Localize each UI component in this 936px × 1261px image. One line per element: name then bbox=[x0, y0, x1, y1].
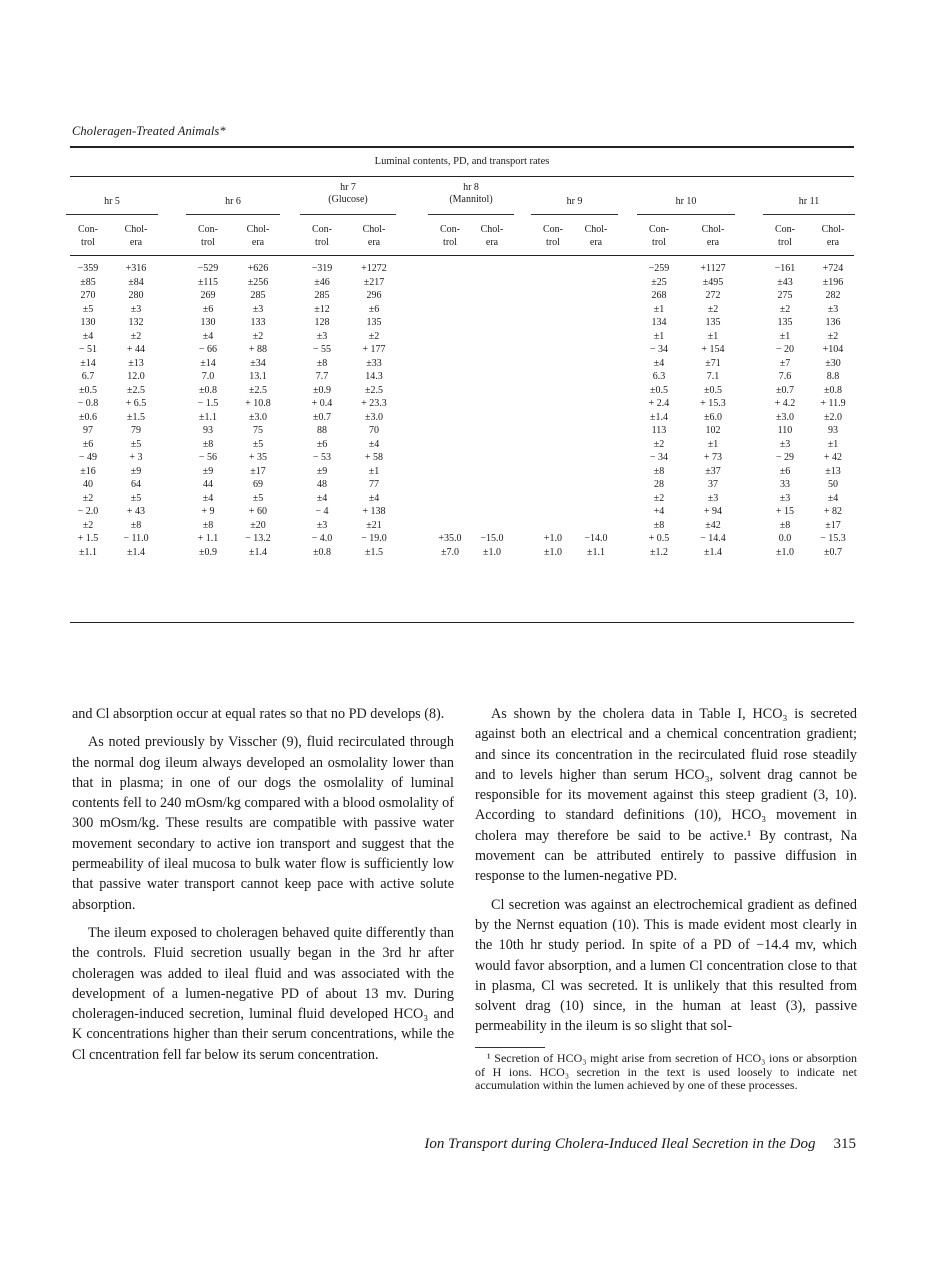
footnote: ¹ Secretion of HCO₃ might arise from secretion of HCO₃ ions or absorption of H ions. HCO₃ secretion in the text is used loosely to indicate net accumulation within the lumen achieved by one of these processes. bbox=[475, 1051, 857, 1093]
table-cell: 48 bbox=[317, 479, 327, 490]
table-cell: ±1.4 bbox=[704, 546, 722, 558]
table-cell: 64 bbox=[131, 479, 141, 490]
table-cell: ±34 bbox=[250, 357, 266, 369]
table-cell: ±3 bbox=[779, 438, 791, 450]
table-cell: ±8 bbox=[653, 519, 665, 531]
table-cell: 6.3 bbox=[652, 371, 666, 382]
table-cell: ±1 bbox=[707, 438, 719, 450]
table-cell: 7.1 bbox=[706, 371, 720, 382]
table-cell: ±2.5 bbox=[127, 384, 145, 396]
table-cell: ±0.8 bbox=[313, 546, 331, 558]
page-number: 315 bbox=[833, 1136, 856, 1152]
column-group-header: hr 9 bbox=[566, 196, 583, 207]
table-cell: ±4 bbox=[316, 492, 328, 504]
table-cell: 296 bbox=[366, 290, 382, 301]
table-cell: 268 bbox=[651, 290, 667, 301]
table-cell: ±2.5 bbox=[365, 384, 383, 396]
table-bottom-rule bbox=[70, 622, 854, 623]
table-cell: − 15.3 bbox=[820, 533, 846, 544]
table-cell: ±0.5 bbox=[79, 384, 97, 396]
table-cell: ±2.5 bbox=[249, 384, 267, 396]
table-cell: ±2 bbox=[368, 330, 380, 342]
paragraph: The ileum exposed to choleragen behaved quite differently than the controls. Fluid secretion usually began in the 3rd hr after choleragen was added to ileal fluid and was associated with the development of a lumen-negative PD of about 13 mv. During choleragen-induced secretion, luminal fluid developed HCO₃ and K concentrations higher than their serum concentrations, while the Cl cncentration fell far below its serum concentration. bbox=[72, 924, 454, 1063]
table-cell: ±3 bbox=[252, 303, 264, 315]
table-cell: + 6.5 bbox=[125, 398, 147, 409]
table-cell: ±1.5 bbox=[127, 411, 145, 423]
table-cell: +724 bbox=[822, 263, 844, 274]
table-cell: ±0.7 bbox=[776, 384, 794, 396]
table-cell: ±5 bbox=[82, 303, 94, 315]
column-group-rule bbox=[66, 214, 158, 215]
table-cell: ±196 bbox=[822, 276, 844, 288]
table-cell: ±495 bbox=[702, 276, 724, 288]
table-cell: + 138 bbox=[362, 506, 386, 517]
table-cell: − 13.2 bbox=[245, 533, 271, 544]
control-subheader: Con- trol bbox=[649, 224, 669, 248]
table-cell: + 15.3 bbox=[700, 398, 726, 409]
table-cell: ±20 bbox=[250, 519, 266, 531]
table-cell: 269 bbox=[200, 290, 216, 301]
table-cell: 130 bbox=[80, 317, 96, 328]
table-cell: ±1 bbox=[653, 303, 665, 315]
table-cell: ±1 bbox=[707, 330, 719, 342]
table-cell: 7.7 bbox=[315, 371, 329, 382]
subheader-rule bbox=[70, 255, 854, 256]
table-cell: 75 bbox=[253, 425, 263, 436]
table-cell: + 15 bbox=[775, 506, 795, 517]
table-cell: + 1.5 bbox=[77, 533, 99, 544]
table-cell: + 35 bbox=[248, 452, 268, 463]
table-cell: ±8 bbox=[653, 465, 665, 477]
table-cell: ±8 bbox=[202, 438, 214, 450]
table-cell: −15.0 bbox=[480, 533, 504, 544]
journal-running-title: Ion Transport during Cholera-Induced Ileal Secretion in the Dog bbox=[424, 1136, 816, 1152]
table-cell: + 0.4 bbox=[311, 398, 333, 409]
table-cell: ±17 bbox=[250, 465, 266, 477]
paragraph: Cl secretion was against an electrochemical gradient as defined by the Nernst equation (10). This is made evident most clearly in the 10th hr study period. In spite of a PD of −14.4 mv, which would favor absorption, and a lumen Cl concentration close to that in plasma, Cl was secreted. It is unlikely that this resulted from solvent drag (10) since, in the human at least (3), passive permeability in the ileum is so slight that sol- bbox=[475, 896, 857, 1035]
table-cell: ±2 bbox=[653, 492, 665, 504]
table-cell: ±217 bbox=[363, 276, 385, 288]
table-cell: ±1.1 bbox=[199, 411, 217, 423]
table-cell: ±5 bbox=[130, 492, 142, 504]
table-cell: −529 bbox=[197, 263, 219, 274]
table-cell: ±1.5 bbox=[365, 546, 383, 558]
table-cell: 102 bbox=[705, 425, 721, 436]
table-cell: ±0.9 bbox=[313, 384, 331, 396]
table-cell: − 53 bbox=[312, 452, 332, 463]
table-cell: + 154 bbox=[701, 344, 725, 355]
table-cell: ±8 bbox=[779, 519, 791, 531]
table-cell: − 4.0 bbox=[311, 533, 333, 544]
column-group-header bbox=[421, 182, 521, 206]
table-cell: ±0.5 bbox=[650, 384, 668, 396]
table-cell: ±6 bbox=[779, 465, 791, 477]
table-cell: ±6 bbox=[368, 303, 380, 315]
table-cell: ±0.6 bbox=[79, 411, 97, 423]
table-cell: ±2 bbox=[130, 330, 142, 342]
table-cell: +626 bbox=[247, 263, 269, 274]
table-cell: 7.6 bbox=[778, 371, 792, 382]
table-cell: 135 bbox=[705, 317, 721, 328]
table-cell: ±2 bbox=[252, 330, 264, 342]
column-group-header: hr 10 bbox=[675, 196, 697, 207]
table-cell: 77 bbox=[369, 479, 379, 490]
table-cell: 285 bbox=[250, 290, 266, 301]
table-cell: ±3.0 bbox=[365, 411, 383, 423]
table-cell: ±2 bbox=[82, 519, 94, 531]
table-cell: − 34 bbox=[649, 452, 669, 463]
table-cell: ±13 bbox=[825, 465, 841, 477]
table-cell: +1127 bbox=[700, 263, 726, 274]
table-cell: −161 bbox=[774, 263, 796, 274]
table-cell: ±25 bbox=[651, 276, 667, 288]
cholera-subheader: Chol- era bbox=[362, 224, 386, 248]
group-sublabel: (Mannitol) bbox=[449, 194, 493, 205]
table-cell: 37 bbox=[708, 479, 718, 490]
table-cell: ±3 bbox=[779, 492, 791, 504]
table-cell: + 44 bbox=[126, 344, 146, 355]
group-sublabel: (Glucose) bbox=[328, 194, 368, 205]
table-cell: 136 bbox=[825, 317, 841, 328]
table-cell: ±3 bbox=[707, 492, 719, 504]
table-cell: ±4 bbox=[82, 330, 94, 342]
table-cell: ±3 bbox=[316, 330, 328, 342]
column-group-header: hr 6 bbox=[225, 196, 241, 207]
table-cell: 275 bbox=[777, 290, 793, 301]
cholera-subheader: Chol- era bbox=[821, 224, 845, 248]
table-cell: 12.0 bbox=[127, 371, 145, 382]
table-cell: 70 bbox=[369, 425, 379, 436]
cholera-subheader: Chol- era bbox=[584, 224, 608, 248]
table-cell: ±30 bbox=[825, 357, 841, 369]
column-group-rule bbox=[531, 214, 618, 215]
table-cell: + 58 bbox=[364, 452, 384, 463]
table-cell: ±2 bbox=[82, 492, 94, 504]
table-cell: ±17 bbox=[825, 519, 841, 531]
table-cell: ±115 bbox=[197, 276, 219, 288]
table-cell: ±3.0 bbox=[249, 411, 267, 423]
table-top-rule bbox=[70, 146, 854, 148]
table-title: Luminal contents, PD, and transport rates bbox=[374, 156, 550, 167]
table-cell: − 55 bbox=[312, 344, 332, 355]
table-cell: −359 bbox=[77, 263, 99, 274]
table-cell: 33 bbox=[780, 479, 790, 490]
table-cell: ±1.2 bbox=[650, 546, 668, 558]
table-cell: ±9 bbox=[202, 465, 214, 477]
table-cell: ±1.0 bbox=[776, 546, 794, 558]
table-cell: ±1 bbox=[653, 330, 665, 342]
table-cell: ±21 bbox=[366, 519, 382, 531]
table-cell: ±4 bbox=[368, 492, 380, 504]
table-cell: 130 bbox=[200, 317, 216, 328]
table-cell: ±4 bbox=[653, 357, 665, 369]
right-text-column bbox=[475, 704, 857, 1045]
column-group-header: hr 11 bbox=[798, 196, 820, 207]
table-cell: − 0.8 bbox=[77, 398, 99, 409]
table-cell: + 73 bbox=[703, 452, 723, 463]
table-cell: − 2.0 bbox=[77, 506, 99, 517]
table-cell: +104 bbox=[822, 344, 844, 355]
table-cell: 69 bbox=[253, 479, 263, 490]
table-cell: ±3 bbox=[827, 303, 839, 315]
table-cell: −319 bbox=[311, 263, 333, 274]
table-cell: ±0.7 bbox=[313, 411, 331, 423]
left-text-column bbox=[72, 704, 454, 1073]
control-subheader: Con- trol bbox=[198, 224, 218, 248]
table-cell: + 43 bbox=[126, 506, 146, 517]
table-cell: − 56 bbox=[198, 452, 218, 463]
table-cell: − 51 bbox=[78, 344, 98, 355]
table-cell: ±0.8 bbox=[199, 384, 217, 396]
table-cell: + 42 bbox=[823, 452, 843, 463]
cholera-subheader: Chol- era bbox=[701, 224, 725, 248]
table-cell: 40 bbox=[83, 479, 93, 490]
table-cell: +316 bbox=[125, 263, 147, 274]
column-group-header: hr 5 bbox=[104, 196, 120, 207]
table-cell: ±1 bbox=[827, 438, 839, 450]
table-cell: ±16 bbox=[80, 465, 96, 477]
column-group-rule bbox=[428, 214, 514, 215]
table-cell: ±1.1 bbox=[79, 546, 97, 558]
table-cell: 79 bbox=[131, 425, 141, 436]
table-cell: 13.1 bbox=[249, 371, 267, 382]
table-cell: ±84 bbox=[128, 276, 144, 288]
table-cell: 0.0 bbox=[778, 533, 792, 544]
table-cell: + 10.8 bbox=[245, 398, 271, 409]
table-caption: Choleragen-Treated Animals* bbox=[72, 124, 226, 138]
table-cell: − 66 bbox=[198, 344, 218, 355]
table-cell: −259 bbox=[648, 263, 670, 274]
table-cell: ±0.7 bbox=[824, 546, 842, 558]
table-cell: ±1.0 bbox=[544, 546, 562, 558]
table-cell: + 9 bbox=[201, 506, 215, 517]
table-cell: ±4 bbox=[202, 330, 214, 342]
group-label: hr 7 bbox=[340, 182, 356, 193]
table-cell: 280 bbox=[128, 290, 144, 301]
table-cell: ±14 bbox=[200, 357, 216, 369]
table-cell: − 1.5 bbox=[197, 398, 219, 409]
table-cell: ±2 bbox=[653, 438, 665, 450]
table-cell: ±4 bbox=[202, 492, 214, 504]
table-cell: − 49 bbox=[78, 452, 98, 463]
table-cell: ±1.4 bbox=[650, 411, 668, 423]
table-cell: ±8 bbox=[316, 357, 328, 369]
table-cell: + 177 bbox=[362, 344, 386, 355]
table-cell: ±33 bbox=[366, 357, 382, 369]
table-cell: 14.3 bbox=[365, 371, 383, 382]
control-subheader: Con- trol bbox=[78, 224, 98, 248]
table-cell: ±13 bbox=[128, 357, 144, 369]
paragraph: As noted previously by Visscher (9), fluid recirculated through the normal dog ileum always developed an osmolality lower than that in plasma; in one of our dogs the osmolality of luminal contents fell to 240 mOsm/kg compared with a blood osmolality of 300 mOsm/kg. These results are compatible with passive water movement secondary to active ion transport and suggest that the permeability of ileal mucosa to bulk water flow is sufficiently low that passive water transport cannot keep pace with active solute absorption. bbox=[72, 734, 454, 913]
table-cell: ±1 bbox=[368, 465, 380, 477]
table-cell: ±12 bbox=[314, 303, 330, 315]
table-cell: + 1.1 bbox=[197, 533, 219, 544]
table-cell: ±9 bbox=[316, 465, 328, 477]
table-cell: 93 bbox=[203, 425, 213, 436]
table-cell: ±0.9 bbox=[199, 546, 217, 558]
column-group-rule bbox=[186, 214, 280, 215]
table-cell: + 3 bbox=[129, 452, 143, 463]
table-cell: 28 bbox=[654, 479, 664, 490]
table-cell: 44 bbox=[203, 479, 213, 490]
table-cell: ±85 bbox=[80, 276, 96, 288]
table-cell: − 4 bbox=[315, 506, 329, 517]
table-cell: ±0.8 bbox=[824, 384, 842, 396]
table-cell: ±6 bbox=[82, 438, 94, 450]
table-cell: ±14 bbox=[80, 357, 96, 369]
table-cell: + 82 bbox=[823, 506, 843, 517]
table-cell: + 4.2 bbox=[774, 398, 796, 409]
column-group-rule bbox=[300, 214, 396, 215]
table-cell: ±1.0 bbox=[483, 546, 501, 558]
table-cell: 135 bbox=[366, 317, 382, 328]
table-cell: +1272 bbox=[361, 263, 387, 274]
table-cell: − 34 bbox=[649, 344, 669, 355]
cholera-subheader: Chol- era bbox=[480, 224, 504, 248]
table-cell: 132 bbox=[128, 317, 144, 328]
table-cell: + 0.5 bbox=[648, 533, 670, 544]
table-cell: ±4 bbox=[827, 492, 839, 504]
table-cell: 88 bbox=[317, 425, 327, 436]
table-cell: 270 bbox=[80, 290, 96, 301]
table-cell: ±2 bbox=[707, 303, 719, 315]
table-cell: − 14.4 bbox=[700, 533, 726, 544]
table-cell: ±3.0 bbox=[776, 411, 794, 423]
table-cell: ±71 bbox=[705, 357, 721, 369]
table-cell: + 2.4 bbox=[648, 398, 670, 409]
table-cell: 113 bbox=[651, 425, 667, 436]
table-cell: − 11.0 bbox=[123, 533, 149, 544]
table-cell: ±7.0 bbox=[441, 546, 459, 558]
table-cell: ±6.0 bbox=[704, 411, 722, 423]
control-subheader: Con- trol bbox=[775, 224, 795, 248]
table-cell: ±5 bbox=[252, 438, 264, 450]
table-cell: ±8 bbox=[202, 519, 214, 531]
table-cell: ±46 bbox=[314, 276, 330, 288]
table-cell: 272 bbox=[705, 290, 721, 301]
running-footer bbox=[300, 1136, 856, 1153]
table-cell: + 94 bbox=[703, 506, 723, 517]
cholera-subheader: Chol- era bbox=[246, 224, 270, 248]
table-cell: ±6 bbox=[202, 303, 214, 315]
table-cell: ±37 bbox=[705, 465, 721, 477]
control-subheader: Con- trol bbox=[543, 224, 563, 248]
table-cell: ±1.4 bbox=[249, 546, 267, 558]
table-cell: + 23.3 bbox=[361, 398, 387, 409]
column-group-header bbox=[298, 182, 398, 206]
table-cell: 285 bbox=[314, 290, 330, 301]
table-cell: ±8 bbox=[130, 519, 142, 531]
paragraph: and Cl absorption occur at equal rates so that no PD develops (8). bbox=[72, 706, 445, 722]
table-cell: ±2 bbox=[779, 303, 791, 315]
table-cell: ±3 bbox=[130, 303, 142, 315]
table-cell: 7.0 bbox=[201, 371, 215, 382]
table-cell: ±2 bbox=[827, 330, 839, 342]
table-cell: 97 bbox=[83, 425, 93, 436]
table-cell: ±7 bbox=[779, 357, 791, 369]
table-cell: ±1 bbox=[779, 330, 791, 342]
control-subheader: Con- trol bbox=[312, 224, 332, 248]
table-cell: −14.0 bbox=[584, 533, 608, 544]
table-cell: ±5 bbox=[252, 492, 264, 504]
table-cell: ±2.0 bbox=[824, 411, 842, 423]
table-cell: 134 bbox=[651, 317, 667, 328]
table-cell: − 19.0 bbox=[361, 533, 387, 544]
column-group-rule bbox=[637, 214, 735, 215]
table-cell: + 60 bbox=[248, 506, 268, 517]
table-cell: ±6 bbox=[316, 438, 328, 450]
table-cell: ±1.1 bbox=[587, 546, 605, 558]
table-title-rule bbox=[70, 176, 854, 177]
table-cell: +35.0 bbox=[438, 533, 462, 544]
table-cell: 110 bbox=[777, 425, 793, 436]
table-cell: ±0.5 bbox=[704, 384, 722, 396]
table-cell: 93 bbox=[828, 425, 838, 436]
table-cell: ±9 bbox=[130, 465, 142, 477]
paragraph: As shown by the cholera data in Table I, HCO₃ is secreted against both an electrical and a chemical concentration gradient; and since its concentration in the recirculated fluid rose steadily and to levels higher than serum HCO₃, solvent drag cannot be responsible for its movement against this steep gradient (3, 10). According to standard definitions (10), HCO₃ movement in cholera may therefore be said to be active.¹ By contrast, Na movement can be attributed entirely to passive diffusion in response to the lumen-negative PD. bbox=[475, 706, 857, 885]
table-cell: ±1.4 bbox=[127, 546, 145, 558]
table-cell: − 29 bbox=[775, 452, 795, 463]
table-cell: ±43 bbox=[777, 276, 793, 288]
table-cell: 50 bbox=[828, 479, 838, 490]
table-cell: + 11.9 bbox=[820, 398, 846, 409]
table-cell: 6.7 bbox=[81, 371, 95, 382]
table-cell: +1.0 bbox=[543, 533, 563, 544]
table-cell: 282 bbox=[825, 290, 841, 301]
table-cell: ±42 bbox=[705, 519, 721, 531]
control-subheader: Con- trol bbox=[440, 224, 460, 248]
table-cell: ±4 bbox=[368, 438, 380, 450]
table-cell: − 20 bbox=[775, 344, 795, 355]
table-cell: ±256 bbox=[247, 276, 269, 288]
table-cell: 128 bbox=[314, 317, 330, 328]
group-label: hr 8 bbox=[463, 182, 479, 193]
column-group-rule bbox=[763, 214, 855, 215]
cholera-subheader: Chol- era bbox=[124, 224, 148, 248]
table-cell: + 88 bbox=[248, 344, 268, 355]
footnote-rule bbox=[475, 1047, 545, 1048]
table-cell: 135 bbox=[777, 317, 793, 328]
table-cell: 8.8 bbox=[826, 371, 840, 382]
table-cell: 133 bbox=[250, 317, 266, 328]
table-cell: +4 bbox=[653, 506, 665, 517]
table-cell: ±5 bbox=[130, 438, 142, 450]
table-cell: ±3 bbox=[316, 519, 328, 531]
